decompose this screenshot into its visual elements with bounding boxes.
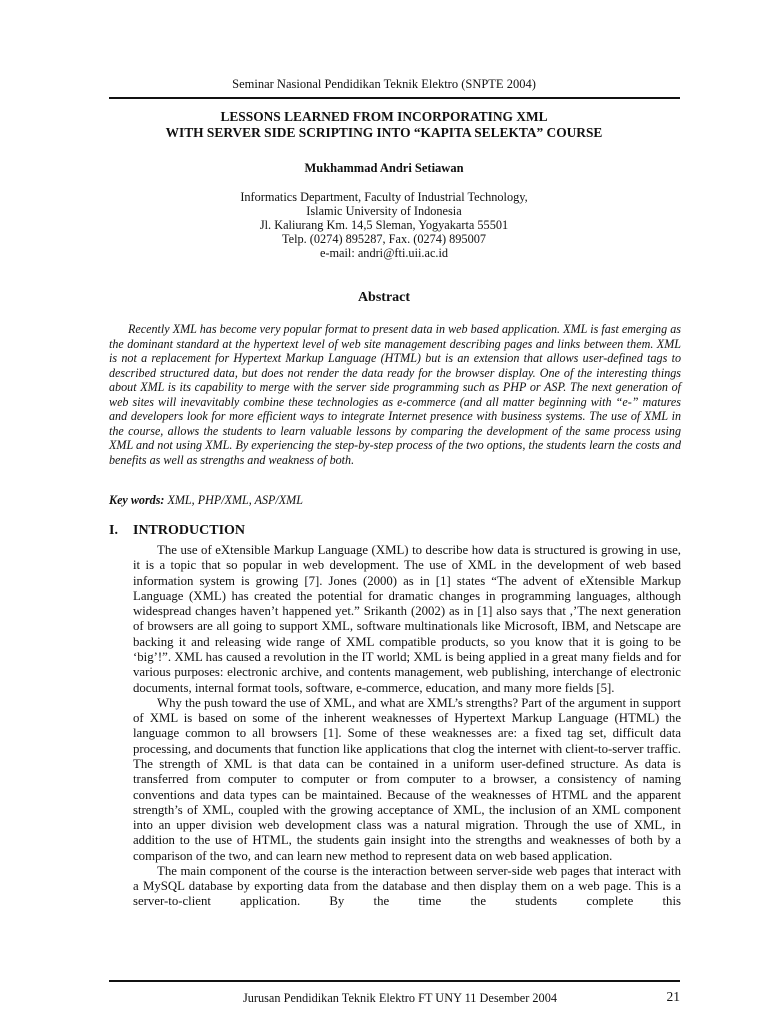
footer-rule — [109, 980, 680, 982]
title-line-1: LESSONS LEARNED FROM INCORPORATING XML — [220, 109, 548, 124]
abstract-text: Recently XML has become very popular format to present data in web based application. XML is fast emerging as the dominant standard at the hypertext level of web site management describing pages and links between them. XML is not a replacement for Hypertext Markup Language (HTML) but is an extension that allows user-defined tags to described structured data, but does not render the data ready for the browser display. One of the interesting things about XML is its capability to merge with the server side programming such as PHP or ASP. The next generation of web sites will inevavitably combine these technologies as e-commerce (and all matter beginning with “e-” matures and developers look for more efficient ways to integrate Internet presence with business systems. The use of XML in the course, allows the students to learn valuable lessons by comparing the development of the same process using XML and not using XML. By experiencing the step-by-step process of the two options, the students learn the costs and benefits as well as strengths and weakness of both. — [109, 322, 681, 467]
section-heading — [109, 523, 245, 539]
paper-title — [90, 109, 678, 141]
title-line-2: WITH SERVER SIDE SCRIPTING INTO “KAPITA SELEKTA” COURSE — [165, 125, 603, 140]
body-paragraph: The use of eXtensible Markup Language (XML) to describe how data is structured is growing in use, it is a topic that so popular in web development. The use of XML in the development of web based information system is growing [7]. Jones (2000) as in [1] states “The advent of eXtensible Markup Language (XML) has created the potential for dramatic changes in programming languages, although widespread changes haven’t happened yet.” Srikanth (2002) as in [1] also says that ,’The next generation of browsers are all going to support XML, software multinationals like Microsoft, IBM, and Netscape are backing it and releasing wide range of XML compatible products, so you know that it is going to be ‘big’!”. XML has caused a revolution in the IT world; XML is being applied in a great many fields and for various purposes: electronic archive, and contents management, web publishing, interchange of electronic documents, internal format tools, software, e-commerce, education, and many more fields [5]. — [133, 543, 681, 695]
footer-text: Jurusan Pendidikan Teknik Elektro FT UNY 11 Desember 2004 — [242, 991, 558, 1005]
affiliation-line: Islamic University of Indonesia — [306, 204, 462, 218]
affiliation-line: Informatics Department, Faculty of Industrial Technology, — [240, 190, 528, 204]
affiliation-line: Telp. (0274) 895287, Fax. (0274) 895007 — [281, 232, 487, 246]
affiliation-email: e-mail: andri@fti.uii.ac.id — [319, 246, 449, 260]
abstract-heading: Abstract — [357, 290, 411, 305]
body-paragraph: The main component of the course is the interaction between server-side web pages that interact with a MySQL database by exporting data from the database and then display them on a web page. This is a server-to-client application. By the time the students complete this — [133, 863, 681, 909]
affiliation-line: Jl. Kaliurang Km. 14,5 Sleman, Yogyakarta 55501 — [259, 218, 509, 232]
author-affiliation — [90, 190, 678, 260]
section-body — [133, 543, 681, 910]
keywords — [109, 493, 681, 507]
body-paragraph: Why the push toward the use of XML, and what are XML’s strengths? Part of the argument in support of XML is based on some of the inherent weaknesses of Hypertext Markup Language (HTML) the language common to all browsers [1]. Some of these weaknesses are: a fixed tag set, difficult data processing, and documents that function like applications that clog the internet with client-to-server traffic. The strength of XML is that data can be contained in a uniform user-defined structure. As data is transferred from computer to computer or from computer to a browser, a consistency of naming conventions and data types can be maintained. Because of the weaknesses of HTML and the apparent strength’s of XML, coupled with the growing acceptance of XML, the inclusion of an XML component into an upper division web development class was a natural migration. Through the use of XML, in addition to the use of HTML, the students gain insight into the strengths and weaknesses of both by a comparison of the two, and can learn new method to represent data on web based application. — [133, 695, 681, 863]
section-title: INTRODUCTION — [133, 523, 246, 538]
running-header: Seminar Nasional Pendidikan Teknik Elektro (SNPTE 2004) — [232, 77, 536, 91]
section-number: I. — [109, 523, 118, 538]
keywords-value: XML, PHP/XML, ASP/XML — [164, 493, 303, 507]
keywords-label: Key words: — [109, 493, 165, 507]
header-rule — [109, 97, 680, 99]
author-name: Mukhammad Andri Setiawan — [304, 161, 464, 175]
page-number: 21 — [666, 989, 680, 1004]
